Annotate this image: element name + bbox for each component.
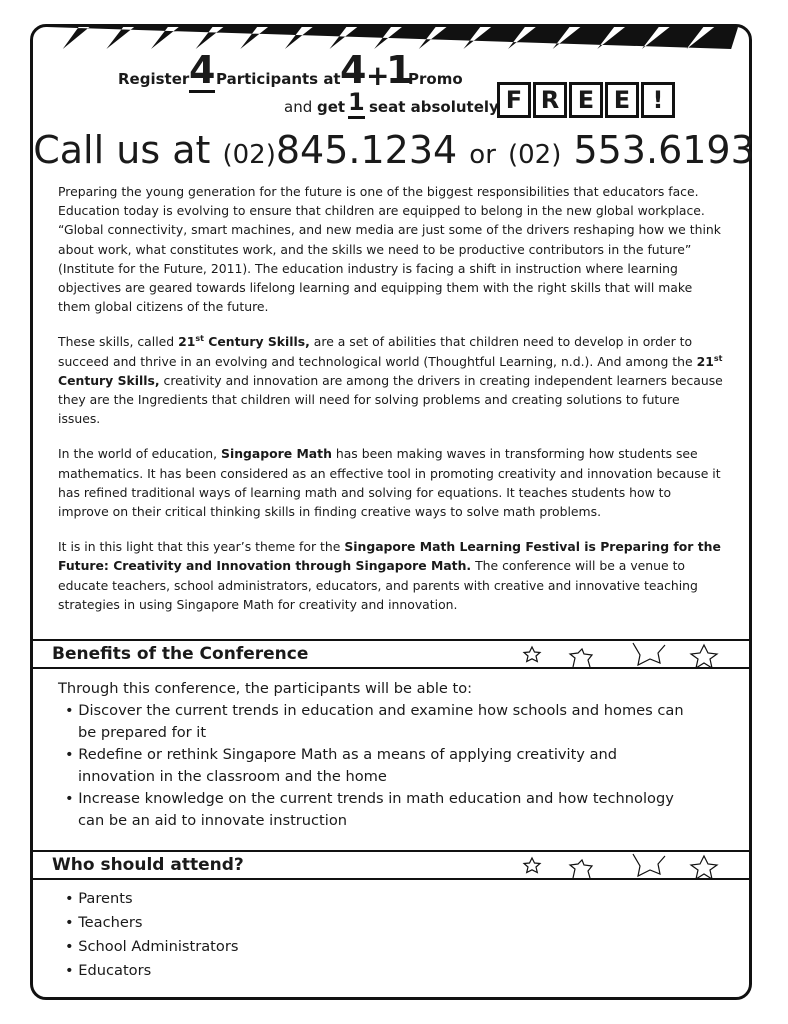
promo-number-b: 1 xyxy=(386,48,413,92)
paragraph-2 xyxy=(58,332,724,428)
p2-text-c: creativity and innovation are among the drivers in creating independent learners because they are the Ingredients that children will need for solving problems and creating solutions to future issues. xyxy=(58,372,723,427)
p2-text-a: These skills, called xyxy=(58,334,175,350)
skill-suffix: st xyxy=(713,353,723,363)
free-letter: F xyxy=(497,82,531,118)
list-item: • Increase knowledge on the current trends in math education and how technology can be an aid to innovate instruction xyxy=(58,788,698,832)
skill-suffix: st xyxy=(195,334,204,344)
list-item: • Redefine or rethink Singapore Math as a means of applying creativity and innovation in the classroom and the home xyxy=(58,744,698,788)
promo-seat-text: seat absolutely xyxy=(369,98,499,116)
p3-text-b: has been making waves in transforming how students see mathematics. It has been considered as an effective tool in promoting creativity and innovation because it has refined traditional ways of learning math and solving for equations. It teaches students how to improve on their critical thinking skills in finding creative ways to solve math problems. xyxy=(58,446,721,520)
benefits-heading: Benefits of the Conference xyxy=(52,644,309,664)
attend-list xyxy=(58,887,358,983)
list-item: • Discover the current trends in education and examine how schools and homes can be prepared for it xyxy=(58,700,698,744)
benefits-section-header xyxy=(30,639,752,669)
list-item: • Educators xyxy=(58,959,358,983)
p4-text-a: It is in this light that this year’s theme for the xyxy=(58,539,341,555)
list-item: • Parents xyxy=(58,887,358,911)
benefits-lead: Through this conference, the participants will be able to: xyxy=(58,680,473,697)
area-code-2: (02) xyxy=(507,140,562,170)
phone-number-2[interactable]: 553.6193 xyxy=(573,128,755,172)
free-letter: E xyxy=(605,82,639,118)
list-item: • Teachers xyxy=(58,911,358,935)
promo-participants-text: Participants at xyxy=(216,70,341,88)
free-badge xyxy=(497,82,675,118)
free-letter: ! xyxy=(641,82,675,118)
paragraph-4 xyxy=(58,537,724,614)
promo-text: Promo xyxy=(408,70,463,88)
attend-section-header xyxy=(30,850,752,880)
promo-register-count: 4 xyxy=(189,48,216,92)
area-code-1: (02) xyxy=(222,140,276,170)
phone-number-1[interactable]: 845.1234 xyxy=(275,128,458,172)
p4-bold: Singapore Math Learning Festival is Preparing for the Future: Creativity and Innovation through Singapore Math. xyxy=(58,539,721,574)
free-letter: E xyxy=(569,82,603,118)
skill-number: 21 xyxy=(178,334,196,350)
promo-register-text: Register xyxy=(118,70,190,88)
paragraph-1: Preparing the young generation for the future is one of the biggest responsibilities that educators face. Education today is evolving to ensure that children are equipped to belong in the new global workplace. “Global connectivity, smart machines, and new media are just some of the drivers reshaping how we think about work, what constitutes work, and the skills we need to be productive contributors in the future” (Institute for the Future, 2011). The education industry is facing a shift in instruction where learning objectives are geared towards lifelong learning and equipping them with the right skills that will make them global citizens of the future. xyxy=(58,184,721,315)
intro-body xyxy=(58,182,724,630)
decorative-stars-icon xyxy=(518,641,728,669)
free-letter: R xyxy=(533,82,567,118)
decorative-stars-icon xyxy=(518,852,728,880)
p2-text-b: are a set of abilities that children need to develop in order to succeed and thrive in an evolving and technological world (Thoughtful Learning, n.d.). And among the xyxy=(58,334,693,369)
skill-name: Century Skills, xyxy=(208,334,310,350)
promo-and-text: and xyxy=(284,98,313,116)
benefits-list xyxy=(58,678,698,832)
promo-get-text: get xyxy=(317,98,346,116)
skill-name: Century Skills, xyxy=(58,372,160,388)
call-us-line xyxy=(0,128,788,177)
skill-label xyxy=(178,334,310,349)
p3-bold: Singapore Math xyxy=(221,446,332,462)
p3-text-a: In the world of education, xyxy=(58,446,218,462)
promo-number-a: 4 xyxy=(340,48,367,92)
promo-free-count: 1 xyxy=(348,88,365,119)
attend-heading: Who should attend? xyxy=(52,855,244,875)
skill-number: 21 xyxy=(696,353,714,369)
paragraph-3 xyxy=(58,444,724,521)
p4-text-b: The conference will be a venue to educate teachers, school administrators, educators, and parents with creative and innovative teaching strategies in using Singapore Math for creativity and innovation. xyxy=(58,558,698,612)
promo-plus: + xyxy=(366,59,390,92)
call-prefix: Call us at xyxy=(33,128,211,172)
call-or: or xyxy=(469,140,496,170)
list-item: • School Administrators xyxy=(58,935,358,959)
